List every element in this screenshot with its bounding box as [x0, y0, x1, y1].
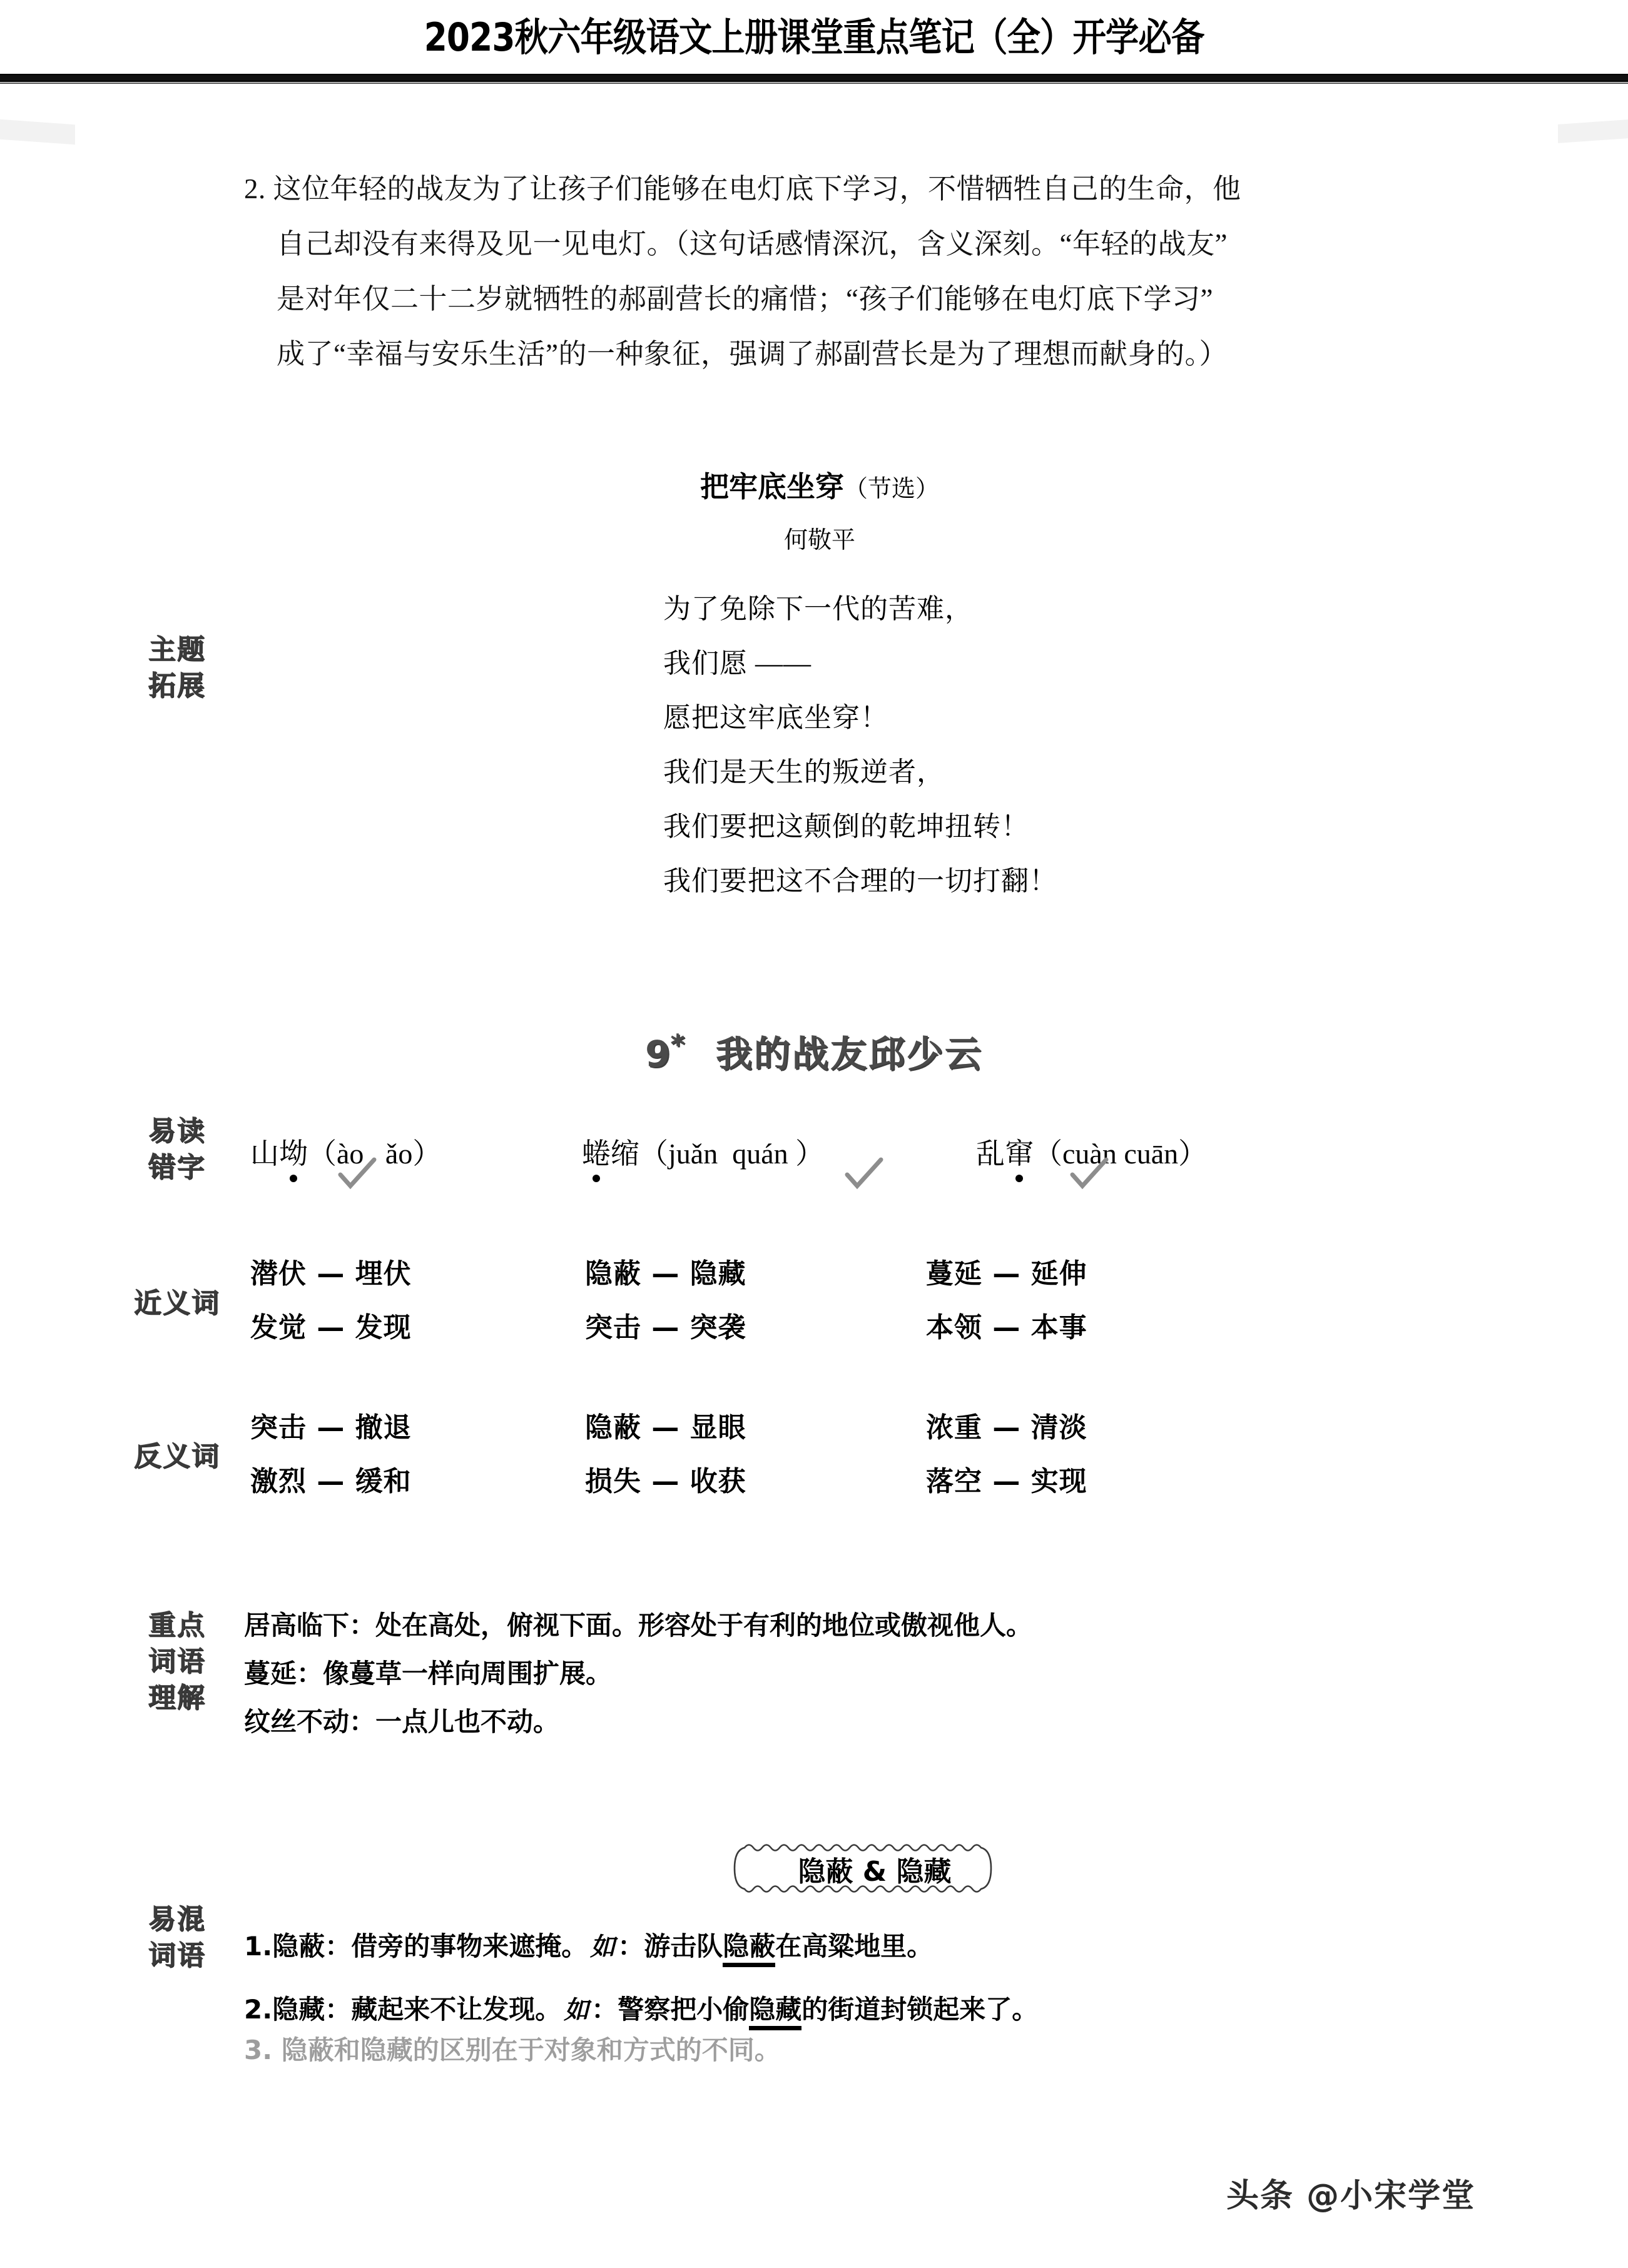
section-label-line: 错字	[148, 1152, 206, 1183]
confusable-word-list	[244, 1915, 1470, 2042]
section-label-theme-expansion	[105, 632, 249, 704]
synonym-row	[250, 1251, 1439, 1305]
synonym-grid	[250, 1251, 1439, 1359]
page-cut-off-line	[244, 2035, 1308, 2067]
vocab-separator: ：	[297, 1658, 323, 1689]
misread-dot-char: 坳	[279, 1138, 308, 1170]
key-vocabulary-entry	[244, 1649, 1470, 1698]
example-underlined-word: 隐藏	[749, 1994, 801, 2030]
synonym-pair: 发觉 — 发现	[250, 1312, 412, 1344]
poem-line: 我们是天生的叛逆者，	[663, 757, 945, 787]
example-pre: 警察把小偷	[618, 1994, 750, 2025]
entry-term: 隐藏	[272, 1994, 325, 2025]
entry-term: 隐蔽	[272, 1931, 325, 1962]
antonym-pair: 浓重 — 清淡	[926, 1412, 1087, 1444]
vocab-term: 居高临下	[244, 1610, 350, 1641]
page-header	[0, 0, 1628, 80]
antonym-pair: 损失 — 收获	[585, 1466, 746, 1497]
confusable-entry	[244, 1978, 1470, 2042]
section-label-line: 反义词	[134, 1440, 220, 1472]
vocab-separator: ：	[349, 1610, 376, 1641]
vocab-definition: 一点儿也不动。	[375, 1706, 560, 1737]
example-separator: ：	[591, 1994, 618, 2025]
antonym-pair: 落空 — 实现	[926, 1466, 1087, 1497]
poem-author: 何敬平	[783, 527, 855, 554]
poem-title	[476, 464, 1164, 505]
vocab-term: 蔓延	[244, 1658, 297, 1689]
synonym-pair: 隐蔽 — 隐藏	[585, 1258, 746, 1290]
entry-definition: 借旁的事物来遮掩。	[351, 1931, 588, 1962]
section-label-easy-misread	[105, 1113, 249, 1186]
antonym-pair: 隐蔽 — 显眼	[585, 1412, 746, 1444]
synonym-pair: 潜伏 — 埋伏	[250, 1258, 412, 1290]
section-label-line: 拓展	[148, 670, 206, 702]
cut-off-text: 3. 隐蔽和隐藏的区别在于对象和方式的不同。	[244, 2035, 781, 2065]
paragraph-line: 自己却没有来得及见一见电灯。（这句话感情深沉，含义深刻。“年轻的战友”	[277, 228, 1228, 260]
poem-line: 为了免除下一代的苦难，	[663, 594, 973, 624]
misread-dot-char: 蜷	[582, 1138, 611, 1170]
example-marker: 如	[564, 1996, 589, 2024]
confusable-pill	[718, 1834, 1031, 1903]
misread-item-2: 蜷缩（juǎn quán ）	[582, 1138, 825, 1170]
paragraph-line: 2. 这位年轻的战友为了让孩子们能够在电灯底下学习，不惜牺牲自己的生命，他	[244, 173, 1241, 205]
entry-separator: ：	[325, 1994, 352, 2025]
page-fold-right	[1558, 119, 1628, 143]
key-vocabulary-entry	[244, 1698, 1470, 1746]
header-divider	[0, 74, 1628, 82]
poem-line: 我们愿 ——	[663, 648, 811, 679]
entry-definition: 藏起来不让发现。	[351, 1994, 562, 2025]
section-label-line: 重点	[148, 1609, 206, 1641]
confusable-entry	[244, 1915, 1470, 1978]
check-mark-icon	[845, 1158, 883, 1187]
paragraph-line: 是对年仅二十二岁就牺牲的郝副营长的痛惜；“孩子们能够在电灯底下学习”	[277, 283, 1213, 315]
example-pre: 游击队	[644, 1931, 723, 1962]
chapter-number: 9	[645, 1033, 671, 1075]
poem-title-main: 把牢底坐穿	[700, 470, 844, 504]
example-marker: 如	[590, 1933, 616, 1961]
entry-separator: ：	[325, 1931, 352, 1962]
poem-line: 我们要把这不合理的一切打翻！	[663, 866, 1057, 896]
vocab-separator: ：	[349, 1706, 376, 1737]
vocab-definition: 像蔓草一样向周围扩展。	[323, 1658, 613, 1689]
easy-misread-row	[250, 1131, 1439, 1212]
misread-dot-char: 窜	[1005, 1138, 1034, 1170]
key-vocabulary-list	[244, 1601, 1470, 1746]
example-separator: ：	[618, 1931, 644, 1962]
antonym-pair: 突击 — 撤退	[250, 1412, 412, 1444]
vocab-definition: 处在高处，俯视下面。形容处于有利的地位或傲视他人。	[375, 1610, 1033, 1641]
paragraph-block	[244, 161, 1452, 382]
section-label-line: 理解	[148, 1682, 206, 1714]
antonym-grid	[250, 1405, 1439, 1512]
section-label-synonyms	[105, 1285, 249, 1322]
misread-item-1: 山坳（ào ǎo）	[250, 1138, 442, 1170]
section-label-line: 近义词	[134, 1287, 220, 1319]
watermark: 头条 @小宋学堂	[1226, 2177, 1476, 2215]
page-title: 2023秋六年级语文上册课堂重点笔记（全）开学必备	[424, 14, 1204, 60]
section-label-confusable-words	[105, 1901, 249, 1974]
synonym-pair: 蔓延 — 延伸	[926, 1258, 1087, 1290]
section-label-line: 主题	[148, 634, 206, 666]
antonym-row	[250, 1459, 1439, 1512]
section-label-key-vocabulary	[105, 1607, 249, 1716]
chapter-heading	[0, 1025, 1628, 1077]
misread-item-3: 乱窜（cuàn cuān）	[976, 1138, 1208, 1170]
chapter-title: 我的战友邱少云	[715, 1033, 983, 1075]
example-post: 的街道封锁起来了。	[801, 1994, 1039, 2025]
page-fold-left	[0, 119, 75, 144]
synonym-pair: 突击 — 突袭	[585, 1312, 746, 1344]
confusable-pill-title: 隐蔽 & 隐藏	[798, 1856, 952, 1888]
key-vocabulary-entry	[244, 1601, 1470, 1649]
example-underlined-word: 隐蔽	[723, 1931, 775, 1967]
chapter-star-icon: *	[670, 1028, 687, 1061]
poem-line: 愿把这牢底坐穿！	[663, 702, 888, 733]
poem-body	[663, 582, 1414, 908]
section-label-line: 词语	[148, 1646, 206, 1678]
antonym-pair: 激烈 — 缓和	[250, 1466, 412, 1497]
section-label-line: 易混	[148, 1903, 206, 1935]
example-post: 在高粱地里。	[775, 1931, 934, 1962]
section-label-antonyms	[105, 1439, 249, 1475]
poem-line: 我们要把这颠倒的乾坤扭转！	[663, 811, 1029, 842]
section-label-line: 词语	[148, 1940, 206, 1972]
entry-index: 2.	[244, 1994, 273, 2025]
poem-title-sub: （节选）	[843, 476, 939, 502]
header-divider-thin	[0, 83, 1628, 84]
synonym-row	[250, 1305, 1439, 1359]
section-label-line: 易读	[148, 1115, 206, 1147]
synonym-pair: 本领 — 本事	[926, 1312, 1087, 1344]
antonym-row	[250, 1405, 1439, 1459]
entry-index: 1.	[244, 1931, 273, 1962]
paragraph-line: 成了“幸福与安乐生活”的一种象征，强调了郝副营长是为了理想而献身的。）	[277, 338, 1228, 370]
vocab-term: 纹丝不动	[244, 1706, 350, 1737]
